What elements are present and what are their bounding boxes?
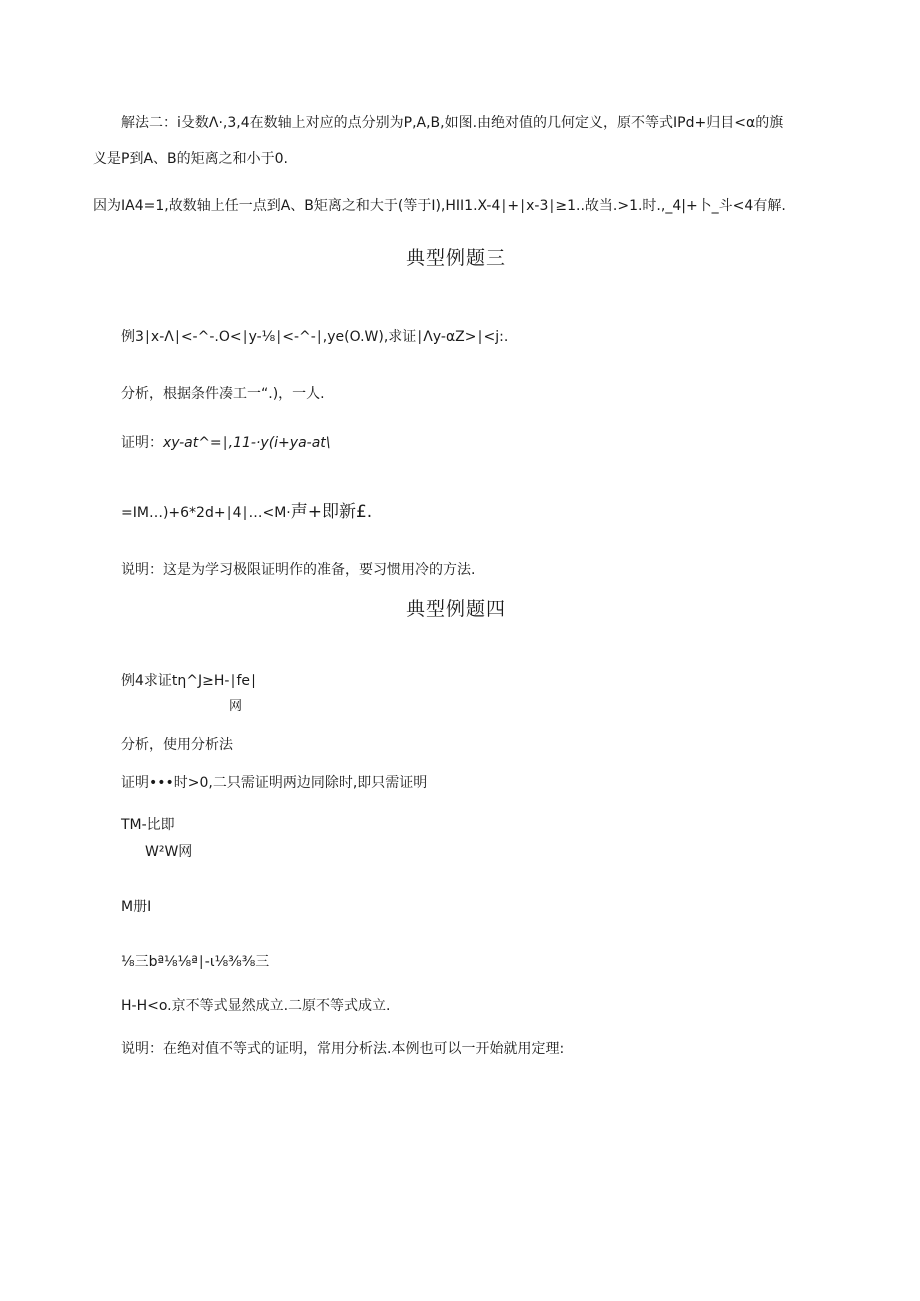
example-4-problem-sub: 网 xyxy=(229,699,243,714)
example-4-step-3: M册I xyxy=(121,899,152,915)
example-4-analysis: 分析，使用分析法 xyxy=(121,737,233,753)
solution-line-1: 解法二：i殳数Λ·,3,4在数轴上对应的点分别为P,A,B,如图.由绝对值的几何定义，原不等式IPd+归目<α的旗 xyxy=(121,115,784,131)
example-3-note: 说明：这是为学习极限证明作的准备，要习惯用冷的方法. xyxy=(121,562,476,578)
solution-line-3: 因为IA4=1,故数轴上任一点到A、B矩离之和大于(等于I),HII1.X-4∣+∣x-3∣≥1..故当.>1.时.,_4|+卜_斗<4有解. xyxy=(93,198,786,214)
example-4-step-1: TM-比即 xyxy=(121,817,175,833)
proof-cont-b: 声+即新£. xyxy=(290,502,373,522)
example-4-step-2: W²W网 xyxy=(145,844,193,860)
example-4-proof: 证明•••时>0,二只需证明两边同除时,即只需证明 xyxy=(121,775,428,791)
proof-label: 证明： xyxy=(121,435,163,451)
example-3-analysis: 分析，根据条件凑工一“.)，一人. xyxy=(121,386,325,402)
example-3-heading: 典型例题三 xyxy=(406,247,507,269)
proof-cont-a: =IM…)+6*2d+∣4∣…<M· xyxy=(121,505,291,521)
example-3-proof xyxy=(121,434,331,452)
example-4-heading: 典型例题四 xyxy=(406,598,507,620)
solution-line-2: 义是P到A、B的矩离之和小于0. xyxy=(93,151,288,167)
example-3-problem: 例3∣x-Λ∣<-^-.O<∣y-⅛∣<-^-∣,ye(O.W),求证∣Λy-αZ>∣<j:. xyxy=(121,329,509,345)
example-4-note: 说明：在绝对值不等式的证明，常用分析法.本例也可以一开始就用定理: xyxy=(121,1041,565,1057)
example-4-problem: 例4求证tη^J≥H-∣fe∣ xyxy=(121,673,257,689)
example-4-conclusion: H-H<o.京不等式显然成立.二原不等式成立. xyxy=(121,998,391,1014)
example-4-step-4: ⅛三bª⅛⅛ª∣-ι⅛⅜⅜三 xyxy=(121,954,270,970)
example-3-proof-continued xyxy=(121,503,372,522)
proof-formula: xy-at^=∣,11-·y(i+ya-at\ xyxy=(163,435,331,451)
